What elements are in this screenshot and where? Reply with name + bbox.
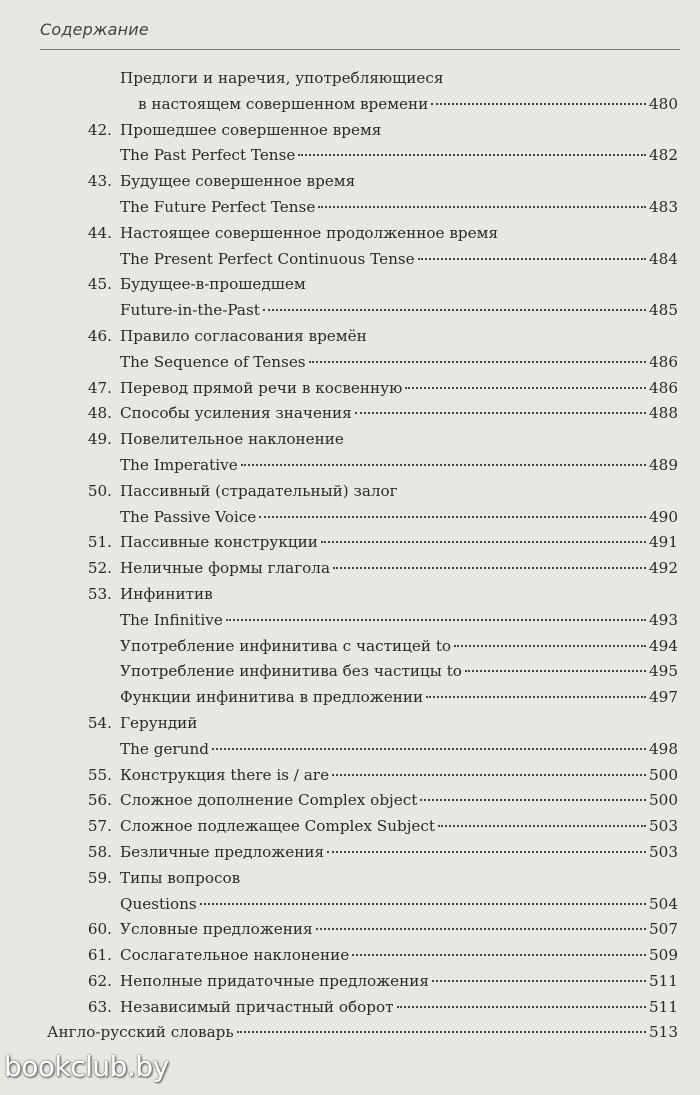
toc-row [0,401,700,427]
toc-section-number: 44. [87,223,112,242]
toc-page-number: 480 [649,94,678,113]
toc-row [0,840,700,866]
toc-row [0,66,700,92]
toc-section-number: 53. [87,584,112,603]
toc-row [0,427,700,453]
toc-row [0,608,700,634]
toc-entry-text: Предлоги и наречия, употребляющиеся [120,69,444,87]
toc-entry-text: Функции инфинитива в предложении [120,688,424,707]
toc-page-number: 498 [649,739,678,758]
toc-entry-text: Настоящее совершенное продолженное время [120,223,499,242]
toc-row [0,814,700,840]
toc-entry-text: The Imperative [120,455,238,474]
toc-row [0,298,700,324]
toc-section-number: 54. [87,713,112,732]
toc-section-number: 60. [87,920,112,939]
toc-section-number: 58. [87,842,112,861]
toc-row [0,917,700,943]
toc-entry-text: Прошедшее совершенное время [120,120,382,139]
toc-entry-text: The Sequence of Tenses [120,352,306,371]
toc-row [0,92,700,118]
toc-page-number: 483 [649,197,678,216]
toc-entry-text: The Infinitive [120,610,223,629]
toc-entry-text: Правило согласования времён [120,326,367,345]
toc-page-number: 495 [649,662,678,681]
toc-page-number: 493 [649,610,678,629]
toc-section-number: 56. [87,791,112,810]
toc-entry-text: Сложное подлежащее Complex Subject [120,817,436,836]
toc-page-number: 507 [649,920,678,939]
toc-row [0,169,700,195]
toc-row [0,763,700,789]
toc-section-number: 49. [87,430,112,449]
toc-page-number: 482 [649,146,678,165]
toc-entry-text: Употребление инфинитива без частицы to [120,662,462,681]
toc-section-number: 46. [87,326,112,345]
toc-entry-text: Употребление инфинитива с частицей to [120,636,452,655]
header-rule [40,49,680,50]
toc-entry-text: Инфинитив [120,584,213,603]
toc-row [0,247,700,273]
toc-row [0,221,700,247]
toc-entry-text: The Past Perfect Tense [120,146,296,165]
toc-section-number: 51. [87,533,112,552]
toc-entry-text: Условные предложения [120,920,313,939]
page-header [40,20,680,50]
toc-row [0,530,700,556]
toc-page-number: 500 [649,765,678,784]
toc-section-number: 48. [87,404,112,423]
toc-section-number: 45. [87,275,112,294]
toc-page-number: 486 [649,378,678,397]
toc-row [0,892,700,918]
toc-entry-text: Будущее совершенное время [120,172,356,191]
toc-row [0,272,700,298]
toc-section-number: 57. [87,817,112,836]
toc-entry-text: Пассивный (страдательный) залог [120,481,398,500]
toc-row [0,556,700,582]
toc-entry-text: The Present Perfect Continuous Tense [120,249,415,268]
toc-page-number: 486 [649,352,678,371]
toc-page-number: 489 [649,455,678,474]
toc-entry-text: The gerund [120,739,209,758]
toc-page-number: 500 [649,791,678,810]
toc-entry-text: Типы вопросов [120,868,241,887]
toc-section-number: 62. [87,971,112,990]
toc-entry-text: Перевод прямой речи в косвенную [120,378,403,397]
toc-row [0,324,700,350]
toc-page-number: 492 [649,559,678,578]
toc-page-number: 509 [649,946,678,965]
toc-row [0,376,700,402]
toc-entry-text: Пассивные конструкции [120,533,318,552]
toc-section-number: 42. [87,120,112,139]
table-of-contents [0,66,700,1046]
toc-page-number: 491 [649,533,678,552]
toc-entry-text: в настоящем совершенном времени [138,94,429,113]
toc-page-number: 511 [649,971,678,990]
toc-page-number: 511 [649,997,678,1016]
toc-row [0,143,700,169]
toc-entry-text: Способы усиления значения [120,404,352,423]
toc-row [0,788,700,814]
toc-entry-text: Конструкция there is / are [120,765,330,784]
toc-row [0,685,700,711]
toc-row [0,969,700,995]
toc-entry-text: The Future Perfect Tense [120,197,316,216]
toc-entry-text: Сложное дополнение Complex object [120,791,418,810]
toc-entry-text: Неполные придаточные предложения [120,971,429,990]
header-title: Содержание [40,20,149,39]
toc-row [0,995,700,1021]
toc-row [0,737,700,763]
toc-entry-text: Сослагательное наклонение [120,946,350,965]
toc-row [0,195,700,221]
toc-entry-text: Future-in-the-Past [120,301,260,320]
toc-section-number: 52. [87,559,112,578]
toc-section-number: 61. [87,946,112,965]
toc-section-number: 63. [87,997,112,1016]
toc-page-number: 503 [649,817,678,836]
toc-row [0,453,700,479]
toc-row [0,659,700,685]
toc-row [0,866,700,892]
toc-entry-text: Англо-русский словарь [47,1023,234,1042]
toc-section-number: 43. [87,172,112,191]
toc-page-number: 484 [649,249,678,268]
toc-entry-text: Неличные формы глагола [120,559,331,578]
toc-page-number: 490 [649,507,678,526]
watermark-text: bookclub.by [4,1050,169,1083]
toc-row [0,118,700,144]
toc-row [0,634,700,660]
toc-row [0,505,700,531]
toc-page-number: 504 [649,894,678,913]
toc-entry-text: Questions [120,894,197,913]
toc-page-number: 494 [649,636,678,655]
toc-page-number: 488 [649,404,678,423]
toc-page-number: 497 [649,688,678,707]
toc-row [0,582,700,608]
toc-page-number: 513 [649,1023,678,1042]
toc-section-number: 50. [87,481,112,500]
toc-page-number: 485 [649,301,678,320]
toc-entry-text: The Passive Voice [120,507,257,526]
toc-row [0,479,700,505]
toc-section-number: 55. [87,765,112,784]
toc-section-number: 59. [87,868,112,887]
toc-entry-text: Независимый причастный оборот [120,997,394,1016]
toc-page-number: 503 [649,842,678,861]
toc-entry-text: Будущее-в-прошедшем [120,275,306,294]
toc-row [0,711,700,737]
toc-row [0,943,700,969]
toc-entry-text: Повелительное наклонение [120,430,344,449]
toc-section-number: 47. [87,378,112,397]
toc-row [0,1020,700,1046]
toc-entry-text: Герундий [120,713,198,732]
toc-entry-text: Безличные предложения [120,842,325,861]
toc-row [0,350,700,376]
